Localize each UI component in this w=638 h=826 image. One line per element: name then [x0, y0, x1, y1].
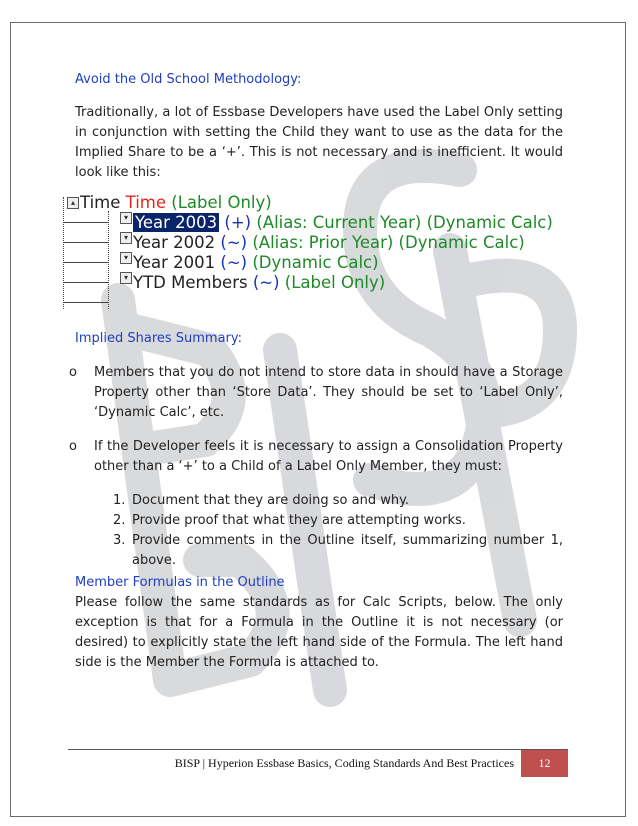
- tree-root[interactable]: [80, 193, 272, 213]
- tree-branch: [63, 282, 109, 283]
- tree-branch: [63, 242, 109, 243]
- list-number: 2.: [113, 513, 126, 528]
- tree-child-tag: (Alias: Current Year) (Dynamic Calc): [256, 213, 553, 232]
- tree-root-alias: Time: [125, 193, 167, 212]
- list-item: [69, 363, 563, 423]
- tree-child-name: Year 2001: [133, 253, 216, 272]
- tree-child-1[interactable]: [133, 213, 553, 233]
- tree-root-tag: (Label Only): [171, 193, 272, 212]
- implied-shares-heading: Implied Shares Summary:: [75, 331, 243, 346]
- tree-child-4[interactable]: [133, 273, 385, 293]
- list-item: [75, 511, 563, 531]
- member-icon: ▾: [120, 232, 132, 244]
- member-icon: ▾: [120, 212, 132, 224]
- tree-child-name: Year 2003: [135, 213, 218, 232]
- collapse-icon[interactable]: ▴: [67, 197, 79, 209]
- tree-branch: [63, 302, 109, 303]
- member-icon: ▾: [120, 252, 132, 264]
- bullet-marker: o: [69, 439, 77, 454]
- bullet-text: If the Developer feels it is necessary to assign a Consolidation Property other than a ‘+’ to a Child of a Label Only Member, they must:: [94, 439, 563, 474]
- tree-child-op: (~): [252, 273, 280, 292]
- member-formulas-heading: Member Formulas in the Outline: [75, 575, 285, 590]
- tree-connector: [108, 211, 109, 309]
- list-item: [75, 531, 563, 571]
- page-footer: [68, 749, 568, 777]
- bullet-text: Members that you do not intend to store data in should have a Storage Property other than ‘Store Data’. They should be set to ‘Label Only’, ‘Dynamic Calc’, etc.: [94, 365, 563, 420]
- tree-child-op: (~): [220, 233, 248, 252]
- member-formulas-paragraph: Please follow the same standards as for Calc Scripts, below. The only exception is that for a Formula in the Outline it is not necessary (or desired) to explicitly state the left hand side of the Formula. The left hand side is the Member the Formula is attached to.: [75, 595, 563, 670]
- tree-child-3[interactable]: [133, 253, 379, 273]
- tree-child-name: Year 2002: [133, 233, 216, 252]
- old-school-paragraph: Traditionally, a lot of Essbase Developers have used the Label Only setting in conjunction with setting the Child they want to use as the data for the Implied Share to be a ‘+’. This is not necessary and is inefficient. It would look like this:: [75, 105, 563, 180]
- tree-branch: [63, 222, 109, 223]
- tree-child-tag: (Label Only): [284, 273, 386, 292]
- list-item: [69, 437, 563, 477]
- tree-root-name: Time: [80, 193, 121, 212]
- tree-child-tag: (Dynamic Calc): [252, 253, 379, 272]
- page-number: 12: [521, 750, 568, 777]
- list-number: 1.: [113, 493, 126, 508]
- tree-child-op: (~): [220, 253, 248, 272]
- list-item: [75, 491, 563, 511]
- outline-tree: [70, 193, 563, 315]
- requirements-list: [75, 491, 563, 571]
- list-number: 3.: [113, 533, 126, 548]
- list-text: Document that they are doing so and why.: [132, 493, 410, 508]
- old-school-heading: Avoid the Old School Methodology:: [75, 72, 302, 87]
- tree-child-2[interactable]: [133, 233, 525, 253]
- footer-title: BISP | Hyperion Essbase Basics, Coding Standards And Best Practices: [174, 756, 514, 770]
- tree-child-op: (+): [224, 213, 252, 232]
- implied-bullets: [69, 363, 563, 477]
- bullet-marker: o: [69, 365, 77, 380]
- list-text: Provide comments in the Outline itself, summarizing number 1, above.: [132, 533, 563, 568]
- tree-child-name: YTD Members: [133, 273, 248, 292]
- member-icon: ▾: [120, 272, 132, 284]
- list-text: Provide proof that what they are attempting works.: [132, 513, 466, 528]
- page-content: [69, 70, 563, 673]
- tree-child-tag: (Alias: Prior Year) (Dynamic Calc): [252, 233, 525, 252]
- tree-connector: [63, 197, 64, 309]
- tree-branch: [63, 262, 109, 263]
